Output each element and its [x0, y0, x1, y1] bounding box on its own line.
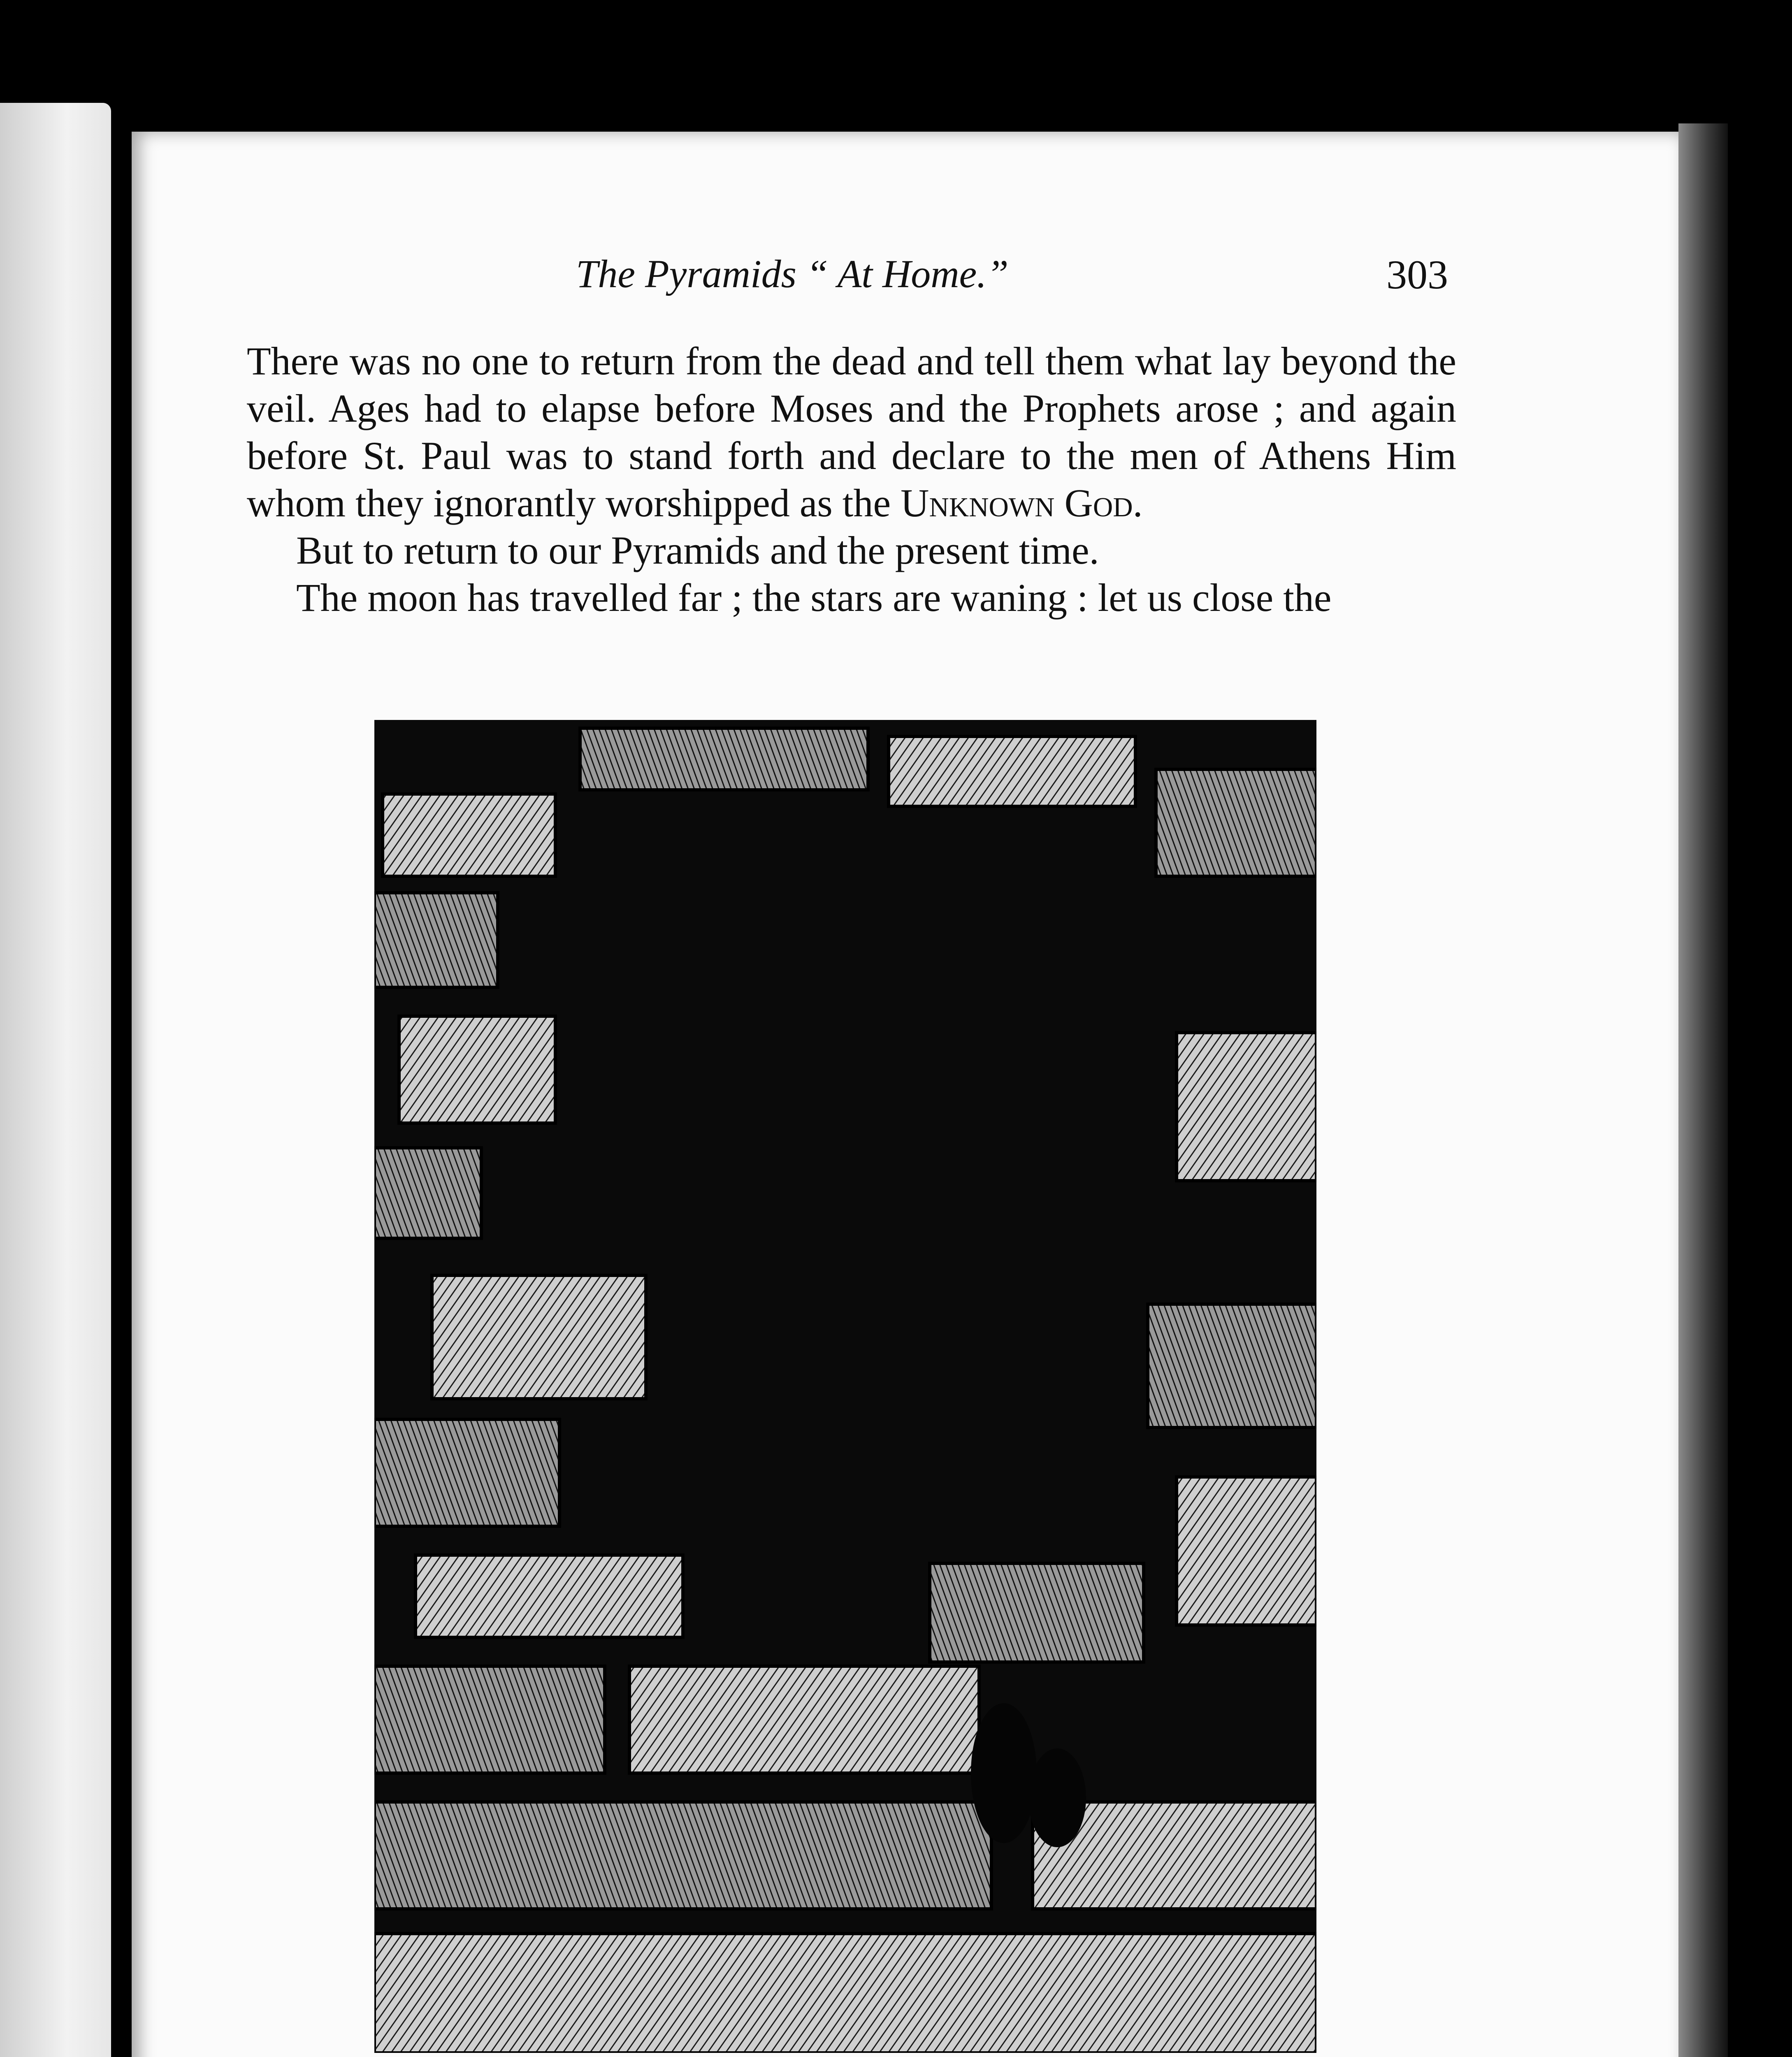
- book-gutter: [111, 82, 132, 2057]
- small-caps-phrase: Unknown God.: [901, 481, 1143, 525]
- text-block-top: [247, 337, 1456, 621]
- paragraph: But to return to our Pyramids and the present time.: [296, 528, 1099, 572]
- paragraph: The moon has travelled far ; the stars are waning : let us close the: [296, 576, 1332, 620]
- running-header: The Pyramids “ At Home.”: [576, 252, 1009, 296]
- facing-page-edge: [0, 103, 111, 2057]
- paragraph: There was no one to return from the dead and tell them what lay beyond the veil. Ages had to elapse before Moses and the Prophets arose ; and again before St. Paul was to stand forth and declare to the men of Athens Him whom they ignorantly worshipped as the Unknown God.: [247, 339, 1456, 525]
- page-number: 303: [1386, 252, 1448, 297]
- pyramid-entrance-engraving: [374, 720, 1316, 2053]
- page-stack-edge: [1678, 123, 1728, 2057]
